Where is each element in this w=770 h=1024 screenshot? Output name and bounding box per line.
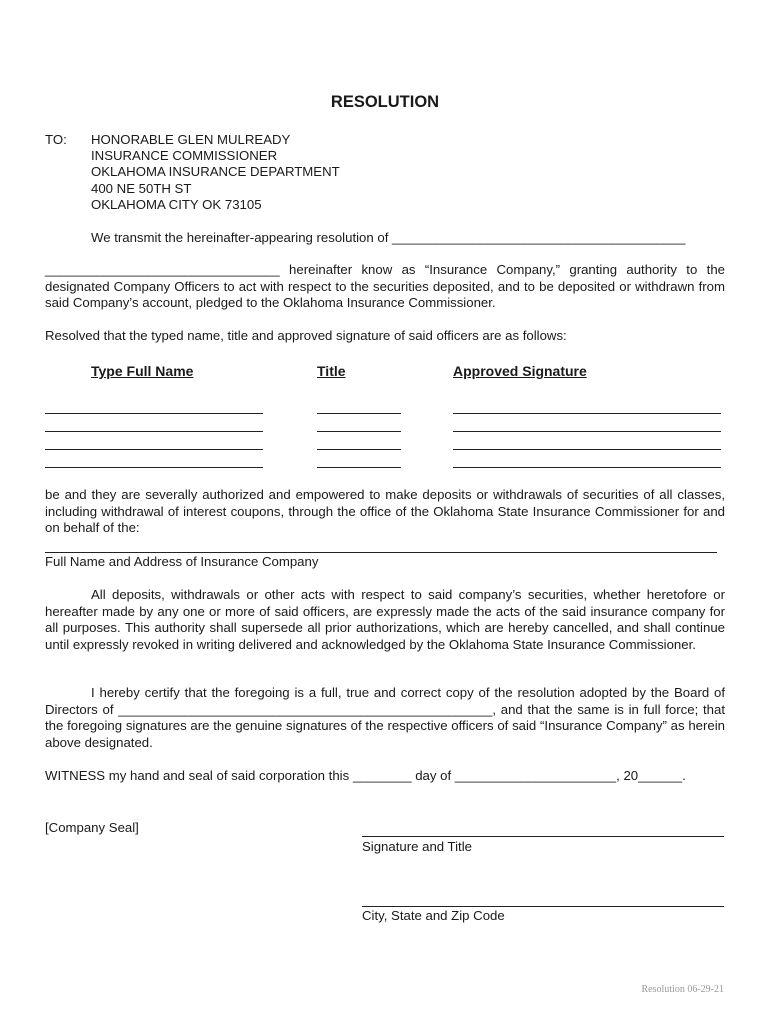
title-field-line[interactable] xyxy=(317,467,401,468)
signature-field-line[interactable] xyxy=(453,449,721,450)
city-state-zip-label: City, State and Zip Code xyxy=(362,908,505,923)
document-title: RESOLUTION xyxy=(330,93,440,111)
company-seal-label: [Company Seal] xyxy=(45,820,139,835)
witness-line: WITNESS my hand and seal of said corporation this ________ day of ______________________, 20______. xyxy=(45,768,686,783)
company-name-line[interactable] xyxy=(45,552,717,553)
footer-revision: Resolution 06-29-21 xyxy=(641,984,724,995)
title-field-line[interactable] xyxy=(317,413,401,414)
address-line-2: INSURANCE COMMISSIONER xyxy=(91,148,278,163)
title-field-line[interactable] xyxy=(317,449,401,450)
signature-field-line[interactable] xyxy=(453,467,721,468)
column-header-signature: Approved Signature xyxy=(453,363,587,379)
city-state-zip-line[interactable] xyxy=(362,906,724,907)
address-line-3: OKLAHOMA INSURANCE DEPARTMENT xyxy=(91,164,340,179)
certify-paragraph: I hereby certify that the foregoing is a full, true and correct copy of the resolution adopted by the Board of Directors of ___________________________________________________, and that the same is in full force; that the foregoing signatures are the genuine signatures of the respective officers of said “Insurance Company” as herein above designated. xyxy=(45,685,725,750)
address-line-5: OKLAHOMA CITY OK 73105 xyxy=(91,197,262,212)
resolved-line: Resolved that the typed name, title and approved signature of said officers are as follows: xyxy=(45,328,567,343)
company-line-label: Full Name and Address of Insurance Company xyxy=(45,554,319,569)
name-field-line[interactable] xyxy=(45,467,263,468)
transmit-line: We transmit the hereinafter-appearing resolution of ________________________________________ xyxy=(91,230,686,245)
deposits-paragraph: All deposits, withdrawals or other acts with respect to said company’s securities, whether heretofore or hereafter made by any one or more of said officers, are expressly made the acts of the said insurance company for all purposes. This authority shall supersede all prior authorizations, which are hereby cancelled, and shall continue until expressly revoked in writing delivered and acknowledged by the Oklahoma State Insurance Commissioner. xyxy=(45,587,725,652)
signature-field-line[interactable] xyxy=(453,431,721,432)
name-field-line[interactable] xyxy=(45,449,263,450)
column-header-title: Title xyxy=(317,363,346,379)
signature-line[interactable] xyxy=(362,836,724,837)
address-line-4: 400 NE 50TH ST xyxy=(91,181,192,196)
column-header-name: Type Full Name xyxy=(91,363,194,379)
name-field-line[interactable] xyxy=(45,413,263,414)
signature-label: Signature and Title xyxy=(362,839,472,854)
address-line-1: HONORABLE GLEN MULREADY xyxy=(91,132,291,147)
granting-paragraph: ________________________________ hereinafter know as “Insurance Company,” granting authority to the designated Company Officers to act with respect to the securities deposited, and to be deposited or withdrawn from said Company’s account, pledged to the Oklahoma Insurance Commissioner. xyxy=(45,262,725,310)
authorized-paragraph: be and they are severally authorized and empowered to make deposits or withdrawals of securities of all classes, including withdrawal of interest coupons, through the office of the Oklahoma State Insurance Commissioner for and on behalf of the: xyxy=(45,487,725,535)
name-field-line[interactable] xyxy=(45,431,263,432)
to-label: TO: xyxy=(45,132,67,147)
title-field-line[interactable] xyxy=(317,431,401,432)
signature-field-line[interactable] xyxy=(453,413,721,414)
